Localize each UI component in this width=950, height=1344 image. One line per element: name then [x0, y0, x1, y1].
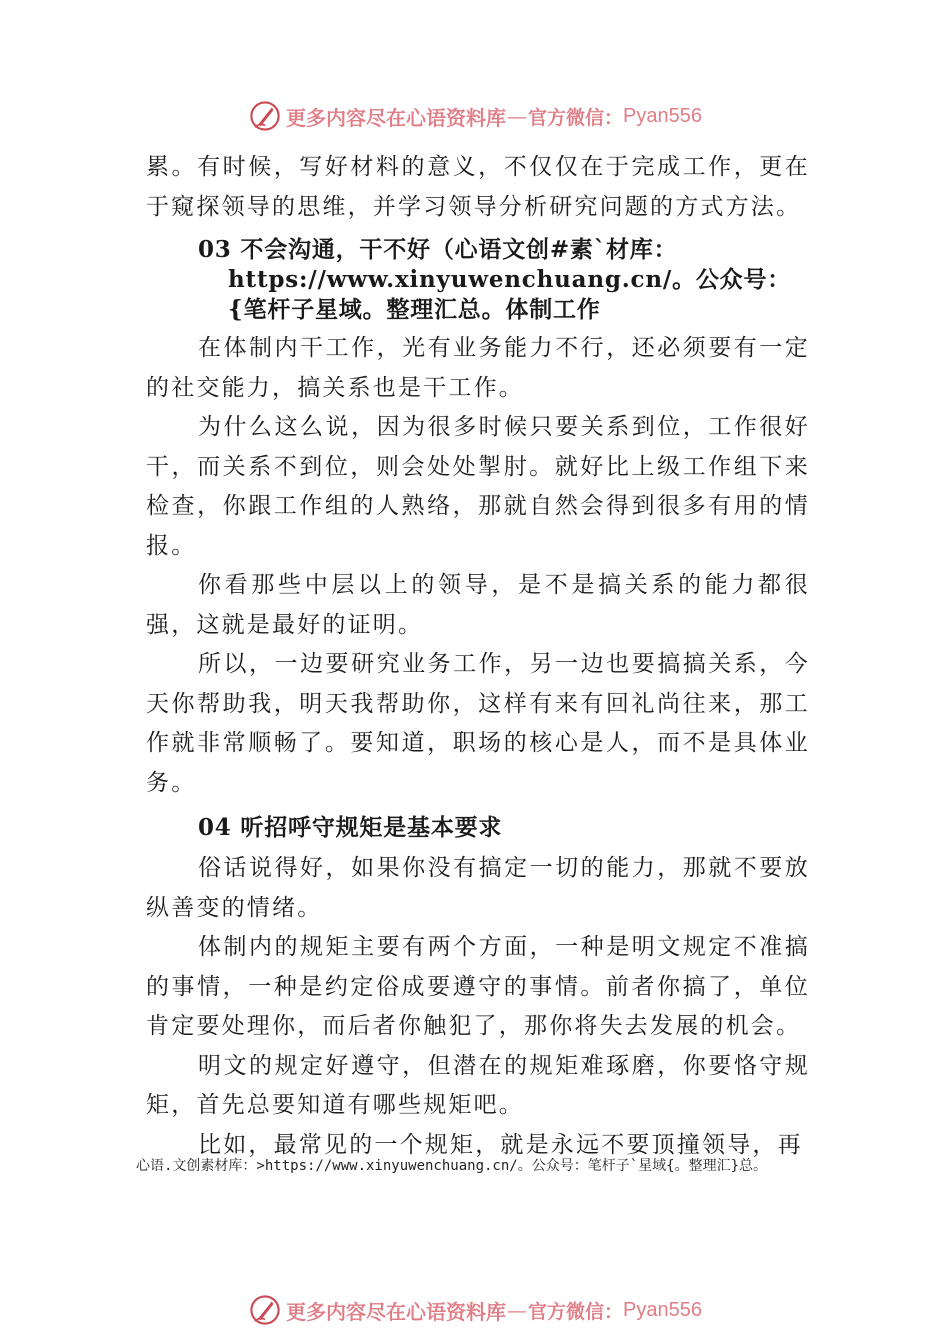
document-body: [146, 148, 810, 1165]
header-banner: [0, 96, 950, 136]
paragraph-3: 你看那些中层以上的领导，是不是搞关系的能力都很强，这就是最好的证明。: [146, 572, 810, 638]
banner-dash: —: [507, 1298, 527, 1322]
quill-pen-logo-icon: [248, 99, 282, 133]
banner-wechat-id: Pyan556: [623, 104, 702, 127]
paragraph-8: 比如，最常见的一个规矩，就是永远不要顶撞领导，再: [198, 1131, 803, 1158]
banner-wechat-label: 官方微信：: [528, 106, 624, 129]
banner-dash: —: [507, 104, 527, 128]
banner-wechat-id: Pyan556: [623, 1298, 702, 1321]
footer-note: 心语.文创素材库：>https://www.xinyuwenchuang.cn/。公众号：笔杆子`星域{。整理汇}总。: [136, 1158, 768, 1174]
paragraph-1: 在体制内干工作，光有业务能力不行，还必须要有一定的社交能力，搞关系也是干工作。: [146, 335, 810, 401]
paragraph-2: 为什么这么说，因为很多时候只要关系到位，工作很好干，而关系不到位，则会处处掣肘。就好比上级工作组下来检查，你跟工作组的人熟络，那就自然会得到很多有用的情报。: [146, 414, 810, 559]
section-heading-03: 03 不会沟通，干不好（心语文创#素`材库：https://www.xinyuwenchuang.cn/。公众号：{笔杆子星域。整理汇总。体制工作: [198, 236, 792, 323]
paragraph-5: 俗话说得好，如果你没有搞定一切的能力，那就不要放纵善变的情绪。: [146, 855, 810, 921]
paragraph-7: 明文的规定好遵守，但潜在的规矩难琢磨，你要恪守规矩，首先总要知道有哪些规矩吧。: [146, 1052, 810, 1118]
quill-pen-logo-icon: [248, 1293, 282, 1327]
paragraph-4: 所以，一边要研究业务工作，另一边也要搞搞关系，今天你帮助我，明天我帮助你，这样有来有回礼尚往来，那工作就非常顺畅了。要知道，职场的核心是人，而不是具体业务。: [146, 651, 810, 796]
paragraph-6: 体制内的规矩主要有两个方面，一种是明文规定不准搞的事情，一种是约定俗成要遵守的事情。前者你搞了，单位肯定要处理你，而后者你触犯了，那你将失去发展的机会。: [146, 934, 810, 1039]
banner-text: 更多内容尽在心语资料库: [286, 1299, 506, 1324]
banner-text: 更多内容尽在心语资料库: [286, 105, 506, 130]
banner-wechat-label: 官方微信：: [528, 1300, 624, 1323]
paragraph-intro: 累。有时候，写好材料的意义，不仅仅在于完成工作，更在于窥探领导的思维，并学习领导分析研究问题的方式方法。: [146, 154, 810, 220]
footer-banner: [0, 1290, 950, 1330]
section-heading-04: 04 听招呼守规矩是基本要求: [198, 814, 503, 841]
